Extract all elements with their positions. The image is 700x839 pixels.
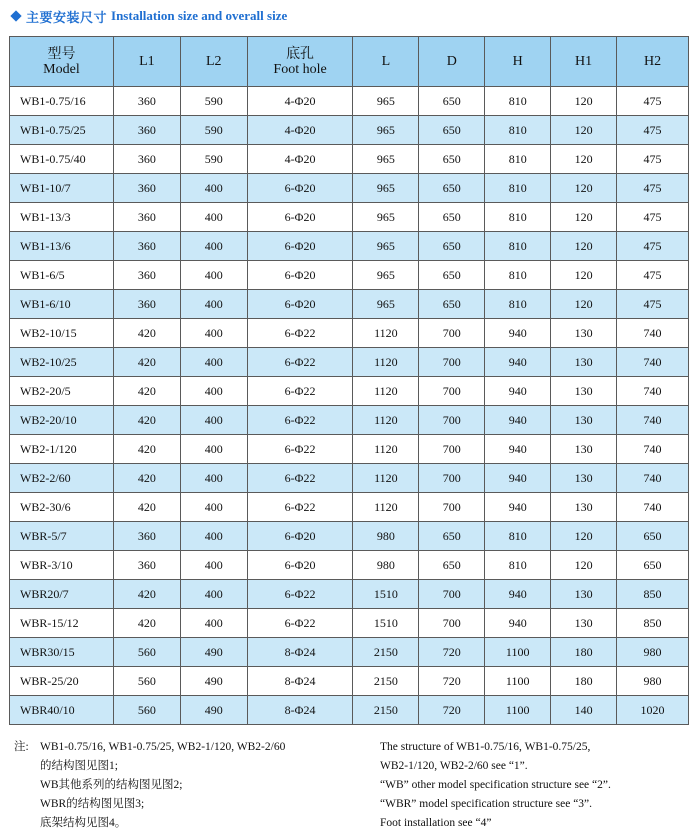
note-line: WBR的结构图见图3; (40, 798, 145, 810)
model-cell: WBR40/10 (10, 696, 114, 725)
table-cell: 400 (180, 435, 247, 464)
model-cell: WBR-3/10 (10, 551, 114, 580)
column-header (113, 37, 180, 87)
table-cell: 740 (617, 435, 689, 464)
table-row (10, 522, 689, 551)
table-cell: 360 (113, 174, 180, 203)
column-header (353, 37, 419, 87)
table-cell: 475 (617, 203, 689, 232)
table-cell: 965 (353, 203, 419, 232)
table-cell: 980 (617, 638, 689, 667)
column-header (419, 37, 485, 87)
note-line: WB其他系列的结构图见图2; (40, 779, 183, 791)
table-cell: 810 (485, 551, 551, 580)
model-cell: WBR-25/20 (10, 667, 114, 696)
table-cell: 560 (113, 638, 180, 667)
table-cell: 475 (617, 145, 689, 174)
table-cell: 130 (551, 580, 617, 609)
model-cell: WB2-30/6 (10, 493, 114, 522)
table-cell: 700 (419, 609, 485, 638)
table-cell: 420 (113, 319, 180, 348)
table-row (10, 116, 689, 145)
table-cell: 1120 (353, 377, 419, 406)
table-cell: 810 (485, 203, 551, 232)
model-cell: WB2-20/10 (10, 406, 114, 435)
table-row (10, 638, 689, 667)
table-cell: 2150 (353, 667, 419, 696)
table-cell: 420 (113, 580, 180, 609)
table-cell: 400 (180, 522, 247, 551)
table-cell: 360 (113, 87, 180, 116)
table-cell: 965 (353, 232, 419, 261)
column-header (180, 37, 247, 87)
table-cell: 475 (617, 232, 689, 261)
table-cell: 120 (551, 116, 617, 145)
table-cell: 700 (419, 406, 485, 435)
table-row (10, 435, 689, 464)
table-cell: 700 (419, 435, 485, 464)
column-header-label: 底孔 (286, 46, 315, 62)
table-cell: 120 (551, 290, 617, 319)
installation-size-table (9, 36, 689, 725)
table-cell: 940 (485, 377, 551, 406)
table-row (10, 667, 689, 696)
note-line: The structure of WB1-0.75/16, WB1-0.75/25, (380, 741, 591, 753)
column-header-label: L1 (139, 54, 155, 69)
table-cell: 650 (617, 551, 689, 580)
table-cell: 400 (180, 609, 247, 638)
table-cell: 2150 (353, 638, 419, 667)
table-cell: 810 (485, 116, 551, 145)
note-line: “WBR” model specification structure see “3”. (380, 798, 593, 810)
table-cell: 560 (113, 667, 180, 696)
table-cell: 400 (180, 348, 247, 377)
table-cell: 4-Φ20 (247, 116, 353, 145)
model-cell: WB2-2/60 (10, 464, 114, 493)
table-row (10, 551, 689, 580)
table-cell: 400 (180, 261, 247, 290)
table-cell: 490 (180, 667, 247, 696)
table-row (10, 174, 689, 203)
table-cell: 490 (180, 638, 247, 667)
heading-en: Installation size and overall size (111, 8, 288, 23)
table-cell: 400 (180, 377, 247, 406)
table-cell: 940 (485, 435, 551, 464)
table-cell: 475 (617, 174, 689, 203)
column-header (247, 37, 353, 87)
diamond-bullet-icon (10, 10, 21, 21)
section-heading (10, 4, 287, 28)
table-cell: 6-Φ20 (247, 203, 353, 232)
table-cell: 940 (485, 464, 551, 493)
table-cell: 740 (617, 319, 689, 348)
table-cell: 940 (485, 609, 551, 638)
table-cell: 6-Φ22 (247, 464, 353, 493)
model-cell: WB1-6/10 (10, 290, 114, 319)
notes-cn (14, 738, 285, 833)
table-cell: 1510 (353, 609, 419, 638)
table-cell: 130 (551, 319, 617, 348)
table-cell: 400 (180, 464, 247, 493)
table-cell: 965 (353, 290, 419, 319)
table-cell: 650 (419, 290, 485, 319)
table-cell: 700 (419, 493, 485, 522)
table-row (10, 145, 689, 174)
table-cell: 400 (180, 551, 247, 580)
table-cell: 980 (353, 551, 419, 580)
table-cell: 475 (617, 290, 689, 319)
table-cell: 130 (551, 377, 617, 406)
table-cell: 400 (180, 174, 247, 203)
table-cell: 420 (113, 464, 180, 493)
table-row (10, 232, 689, 261)
table-cell: 850 (617, 580, 689, 609)
table-cell: 720 (419, 667, 485, 696)
table-cell: 6-Φ22 (247, 435, 353, 464)
table-cell: 740 (617, 464, 689, 493)
table-cell: 360 (113, 203, 180, 232)
model-cell: WB1-6/5 (10, 261, 114, 290)
model-cell: WB1-0.75/16 (10, 87, 114, 116)
table-cell: 650 (419, 116, 485, 145)
table-cell: 940 (485, 319, 551, 348)
table-cell: 360 (113, 522, 180, 551)
table-cell: 8-Φ24 (247, 696, 353, 725)
table-cell: 4-Φ20 (247, 145, 353, 174)
table-cell: 740 (617, 406, 689, 435)
column-header-label: L (381, 54, 391, 69)
table-body (10, 87, 689, 725)
table-row (10, 319, 689, 348)
table-cell: 2150 (353, 696, 419, 725)
table-cell: 130 (551, 348, 617, 377)
note-text: WB1-0.75/16, WB1-0.75/25, WB2-1/120, WB2-2/60 (40, 741, 286, 753)
table-cell: 475 (617, 116, 689, 145)
table-cell: 940 (485, 493, 551, 522)
table-cell: 360 (113, 145, 180, 174)
table-cell: 140 (551, 696, 617, 725)
model-cell: WBR20/7 (10, 580, 114, 609)
table-cell: 810 (485, 290, 551, 319)
model-cell: WB1-13/6 (10, 232, 114, 261)
table-cell: 120 (551, 145, 617, 174)
model-cell: WB2-10/25 (10, 348, 114, 377)
table-cell: 650 (419, 174, 485, 203)
table-cell: 740 (617, 377, 689, 406)
table-cell: 700 (419, 377, 485, 406)
table-cell: 650 (419, 232, 485, 261)
table-cell: 720 (419, 638, 485, 667)
table-cell: 965 (353, 261, 419, 290)
table-cell: 650 (419, 145, 485, 174)
column-header-sublabel: Model (43, 61, 80, 77)
table-cell: 4-Φ20 (247, 87, 353, 116)
table-cell: 810 (485, 87, 551, 116)
note-line: 底架结构见图4。 (40, 817, 127, 829)
table-cell: 360 (113, 232, 180, 261)
table-cell: 965 (353, 116, 419, 145)
note-line (14, 738, 285, 757)
table-cell: 6-Φ22 (247, 377, 353, 406)
table-cell: 400 (180, 319, 247, 348)
table-cell: 1100 (485, 667, 551, 696)
table-cell: 700 (419, 348, 485, 377)
table-cell: 420 (113, 493, 180, 522)
table-cell: 940 (485, 580, 551, 609)
table-cell: 130 (551, 406, 617, 435)
table-cell: 810 (485, 145, 551, 174)
column-header-label: H1 (575, 54, 593, 69)
table-cell: 8-Φ24 (247, 638, 353, 667)
table-cell: 475 (617, 87, 689, 116)
table-row (10, 87, 689, 116)
table-cell: 6-Φ22 (247, 348, 353, 377)
table-row (10, 580, 689, 609)
table-cell: 1020 (617, 696, 689, 725)
table-cell: 650 (419, 551, 485, 580)
table-cell: 980 (353, 522, 419, 551)
table-cell: 6-Φ20 (247, 232, 353, 261)
note-line: Foot installation see “4” (380, 817, 492, 829)
table-row (10, 261, 689, 290)
table-cell: 1120 (353, 464, 419, 493)
table-cell: 400 (180, 203, 247, 232)
table-cell: 1120 (353, 435, 419, 464)
table-cell: 1100 (485, 696, 551, 725)
table-cell: 130 (551, 435, 617, 464)
table-cell: 590 (180, 87, 247, 116)
table-row (10, 609, 689, 638)
table-cell: 120 (551, 203, 617, 232)
table-cell: 1100 (485, 638, 551, 667)
table-cell: 6-Φ20 (247, 290, 353, 319)
table-cell: 590 (180, 145, 247, 174)
table-cell: 650 (419, 522, 485, 551)
table-cell: 650 (419, 261, 485, 290)
note-label: 注: (14, 741, 29, 753)
table-cell: 130 (551, 609, 617, 638)
model-cell: WB2-1/120 (10, 435, 114, 464)
model-cell: WB1-0.75/40 (10, 145, 114, 174)
note-line: WB2-1/120, WB2-2/60 see “1”. (380, 760, 528, 772)
table-cell: 850 (617, 609, 689, 638)
column-header-label: 型号 (47, 46, 76, 62)
model-cell: WBR30/15 (10, 638, 114, 667)
model-cell: WBR-5/7 (10, 522, 114, 551)
table-cell: 120 (551, 232, 617, 261)
table-cell: 120 (551, 522, 617, 551)
note-line: 的结构图见图1; (40, 760, 118, 772)
table-cell: 6-Φ22 (247, 406, 353, 435)
table-cell: 120 (551, 174, 617, 203)
table-cell: 650 (617, 522, 689, 551)
model-cell: WBR-15/12 (10, 609, 114, 638)
table-cell: 810 (485, 261, 551, 290)
column-header-label: H (512, 54, 523, 69)
table-cell: 6-Φ22 (247, 319, 353, 348)
model-cell: WB1-10/7 (10, 174, 114, 203)
table-cell: 940 (485, 406, 551, 435)
table-cell: 6-Φ20 (247, 551, 353, 580)
table-cell: 400 (180, 580, 247, 609)
table-cell: 420 (113, 609, 180, 638)
table-cell: 180 (551, 667, 617, 696)
table-cell: 120 (551, 261, 617, 290)
column-header-label: H2 (643, 54, 662, 69)
table-cell: 965 (353, 87, 419, 116)
table-cell: 6-Φ20 (247, 261, 353, 290)
table-row (10, 377, 689, 406)
table-row (10, 493, 689, 522)
table-cell: 940 (485, 348, 551, 377)
table-cell: 130 (551, 493, 617, 522)
model-cell: WB1-13/3 (10, 203, 114, 232)
table-cell: 420 (113, 435, 180, 464)
table-row (10, 406, 689, 435)
table-cell: 560 (113, 696, 180, 725)
column-header (10, 37, 114, 87)
table-cell: 720 (419, 696, 485, 725)
column-header-sublabel: Foot hole (273, 61, 327, 77)
model-cell: WB2-20/5 (10, 377, 114, 406)
table-cell: 8-Φ24 (247, 667, 353, 696)
column-header-label: L2 (205, 54, 222, 69)
table-cell: 180 (551, 638, 617, 667)
table-cell: 420 (113, 406, 180, 435)
table-cell: 590 (180, 116, 247, 145)
table-cell: 400 (180, 232, 247, 261)
table-cell: 400 (180, 290, 247, 319)
table-cell: 810 (485, 522, 551, 551)
table-cell: 740 (617, 493, 689, 522)
model-cell: WB2-10/15 (10, 319, 114, 348)
table-cell: 120 (551, 87, 617, 116)
model-cell: WB1-0.75/25 (10, 116, 114, 145)
table-cell: 360 (113, 116, 180, 145)
table-cell: 360 (113, 261, 180, 290)
table-cell: 420 (113, 348, 180, 377)
table-cell: 700 (419, 580, 485, 609)
table-row (10, 348, 689, 377)
heading-cn: 主要安装尺寸 (26, 10, 108, 26)
table-cell: 740 (617, 348, 689, 377)
table-cell: 1120 (353, 493, 419, 522)
table-cell: 1120 (353, 406, 419, 435)
table-cell: 810 (485, 232, 551, 261)
table-cell: 980 (617, 667, 689, 696)
column-header-label: D (446, 54, 457, 69)
column-header (617, 37, 689, 87)
table-cell: 475 (617, 261, 689, 290)
table-cell: 6-Φ20 (247, 174, 353, 203)
table-cell: 360 (113, 551, 180, 580)
note-line: “WB” other model specification structure see “2”. (380, 779, 611, 791)
table-cell: 6-Φ22 (247, 580, 353, 609)
table-row (10, 696, 689, 725)
table-row (10, 203, 689, 232)
table-cell: 700 (419, 319, 485, 348)
notes-en (380, 738, 611, 833)
table-cell: 420 (113, 377, 180, 406)
table-cell: 965 (353, 145, 419, 174)
table-cell: 1510 (353, 580, 419, 609)
table-row (10, 464, 689, 493)
table-cell: 810 (485, 174, 551, 203)
table-cell: 360 (113, 290, 180, 319)
table-cell: 965 (353, 174, 419, 203)
table-cell: 650 (419, 203, 485, 232)
table-cell: 6-Φ22 (247, 609, 353, 638)
column-header (485, 37, 551, 87)
table-cell: 400 (180, 406, 247, 435)
table-cell: 1120 (353, 348, 419, 377)
table-cell: 700 (419, 464, 485, 493)
table-cell: 650 (419, 87, 485, 116)
table-header-row (10, 37, 689, 87)
table-cell: 490 (180, 696, 247, 725)
table-cell: 6-Φ22 (247, 493, 353, 522)
column-header (551, 37, 617, 87)
table-cell: 130 (551, 464, 617, 493)
table-cell: 400 (180, 493, 247, 522)
table-cell: 6-Φ20 (247, 522, 353, 551)
table-cell: 120 (551, 551, 617, 580)
table-row (10, 290, 689, 319)
table-cell: 1120 (353, 319, 419, 348)
